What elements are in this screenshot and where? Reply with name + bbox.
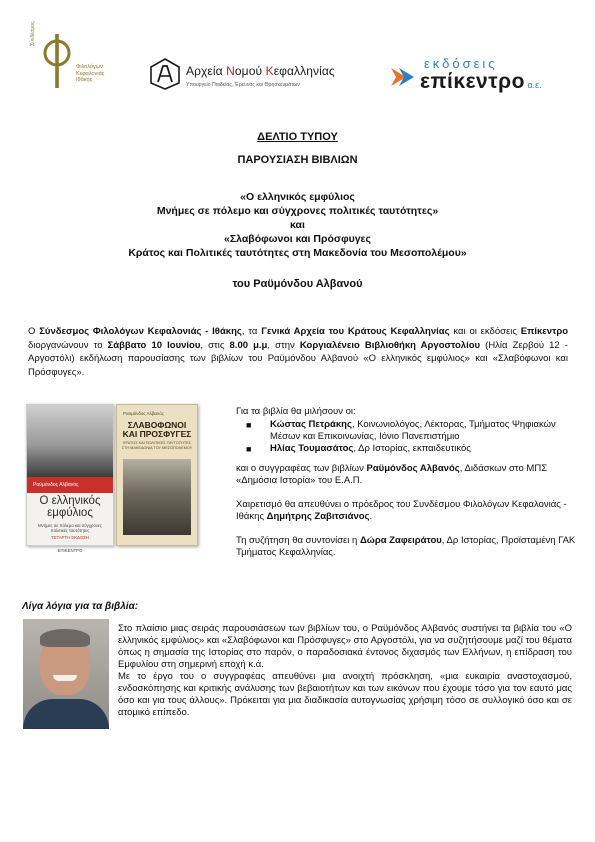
intro-bold: 8.00 μ.μ [229,339,268,351]
speaker-item [236,443,576,455]
archives-subtitle: Υπουργείο Παιδείας, Έρευνας και Θρησκευμάτων [186,82,300,88]
archives-title-part: ομού [234,64,266,78]
cover-photo [123,459,191,535]
archives-title-part: Ν [226,64,235,78]
book-cover-slavophones [116,404,198,546]
intro-text: , τα [241,326,262,337]
coordinator-line [236,535,576,559]
cover-subtitle [31,523,109,553]
text: και ο συγγραφέας των βιβλίων [236,463,367,474]
author-line: του Ραϋμόνδου Αλβανού [232,278,363,290]
intro-text: Ο [28,326,40,337]
spacer [236,455,576,463]
cover-title-line: ΚΑΙ ΠΡΟΣΦΥΓΕΣ [122,429,192,439]
author-name: Ραϋμόνδος Αλβανός [366,463,460,474]
archives-mark-icon [150,58,180,90]
epikentro-logo [390,58,570,98]
epikentro-top-text: εκδόσεις [424,56,498,71]
archives-title-part: Κ [265,64,274,78]
speakers-lead: Για τα βιβλία θα μιλήσουν οι: [236,406,356,417]
archives-title [186,64,335,78]
greeting-line [236,499,576,523]
intro-bold: Σύνδεσμος Φιλολόγων Κεφαλονιάς - Ιθάκης [39,326,242,337]
speaker-role: , Κοινωνιολόγος, Λέκτορας, Τμήματος Ψηφιακών Μέσων και Επικοινωνίας, Ιόνιο Πανεπιστήμιο [270,419,556,442]
intro-text: και οι εκδόσεις [449,326,521,337]
philologists-association-logo [30,21,116,90]
speaker-role: , Δρ Ιστορίας, εκπαιδευτικός [353,443,471,454]
text: Χαιρετισμό θα απευθύνει ο πρόεδρος του Συνδέσμου Φιλολόγων Κεφαλονιάς - Ιθάκης [236,499,567,522]
cover-edition: ΤΕΤΑΡΤΗ ΕΚΔΟΣΗ [50,535,90,540]
cover-subtitle: ΚΡΑΤΟΣ ΚΑΙ ΠΟΛΙΤΙΚΕΣ ΤΑΥΤΟΤΗΤΕΣ ΣΤΗ ΜΑΚΕΔΟΝΙΑ ΤΟΥ ΜΕΣΟΠΟΛΕΜΟΥ [121,441,193,450]
cover-image [27,405,113,477]
text: Τη συζήτηση θα συντονίσει η [236,535,360,546]
phi-logo-icon [42,34,72,88]
cover-author-bar [27,477,113,493]
speaker-name: Ηλίας Τουμασάτος [270,443,354,454]
speakers-block [236,406,576,559]
logo1-line: Ιθάκης [76,77,93,83]
presentation-heading: ΠΑΡΟΥΣΙΑΣΗ ΒΙΒΛΙΩΝ [237,154,358,166]
text: , Δρ Ιστορίας, Προϊσταμένη ΓΑΚ Τμήματος Κεφαλληνίας. [236,535,576,558]
portrait-smile [53,675,77,681]
intro-text: , στην [267,339,300,351]
cover-title-line: Ο ελληνικός [39,495,101,507]
spacer [236,523,576,535]
intro-text: (Ηλία Ζερβού 12 - Αργοστόλι) εκδήλωση παρουσίασης των βιβλίων του Ραϋμόνδου Αλβανού «Ο ελληνικός εμφύλιος» και «Σλαβόφωνοι και Πρόσφυγες». [28,339,568,378]
about-text [118,623,572,719]
spacer [236,487,576,499]
cover-title [27,495,113,519]
bullet-icon: ■ [246,444,252,454]
book-title-line: και [290,219,305,231]
book-cover-civil-war [26,404,114,553]
cover-subtitle-text: Μνήμες σε πόλεμο και σύγχρονες πολιτικές ταυτότητες [37,523,103,533]
about-paragraph: Με το έργο του ο συγγραφέας απευθύνει μια ανοιχτή πρόσκληση, «μια ευκαιρία αναστοχασμού, ενδοσκόπησης και κριτικής ανάλυσης των βεβαιοτήτων και των εικόνων που έχουμε τόσο για τον εαυτό μας όσο και για τους άλλους». Πρόκειται για μια διαδικασία αυτογνωσίας χρήσιμη τόσο σε συλλογικό όσο και σε ατομικό επίπεδο. [118,671,572,718]
intro-bold: Γενικά Αρχεία του Κράτους Κεφαλληνίας [261,326,450,337]
epikentro-name: επίκεντρο [420,70,525,93]
portrait-hair [40,629,90,647]
author-portrait [23,619,109,729]
bullet-icon: ■ [246,420,252,430]
portrait-shirt [23,699,109,729]
cover-title [117,421,197,439]
text: , Διδάσκων στο ΜΠΣ «Δημόσια Ιστορία» του Ε.Α.Π. [236,463,548,486]
cover-publisher: ΕΠΙΚΕΝΤΡΟ [57,548,83,553]
cover-title-line: εμφύλιος [47,507,93,519]
archives-title-part: Αρχεία [186,64,227,78]
about-heading: Λίγα λόγια για τα βιβλία: [22,601,139,612]
logo1-line: Κεφαλονιάς [76,70,105,77]
speaker-name: Κώστας Πετράκης [270,419,352,430]
intro-paragraph [28,325,568,379]
cover-author: Ραϋμόνδος Αλβανός [33,482,79,488]
intro-text: , στις [200,339,230,351]
intro-bold: Επίκεντρο [520,326,568,337]
book-title-line: Μνήμες σε πόλεμο και σύγχρονες πολιτικές ταυτότητες» [156,205,439,217]
text: . [369,511,373,522]
archives-title-part: εφαλληνίας [273,64,335,78]
archives-logo [150,58,360,98]
epikentro-arrow-icon [390,64,416,90]
cover-title-line: ΣΛΑΒΟΦΩΝΟΙ [127,420,187,430]
press-release-heading: ΔΕΛΤΙΟ ΤΥΠΟΥ [257,131,338,143]
author-speaker [236,463,576,487]
cover-author: Ραϋμόνδος Αλβανός [123,411,164,416]
about-paragraph: Στο πλαίσιο μιας σειράς παρουσιάσεων των βιβλίων του, ο Ραϋμόνδος Αλβανός συστήνει τα βιβλία του «Ο ελληνικός εμφύλιος» και «Σλαβόφωνοι και Πρόσφυγες» στο Αργοστόλι, για να συζητήσουμε μαζί του θέματα όπως η σημασία της Ιστορίας στο παρόν, ο παραδοσιακά έντονος διχασμός των Ελλήνων, η επίδραση του Εμφυλίου στη σημερινή εποχή κ.ά. [118,623,572,670]
logo1-side-text: Σύνδεσμος [30,21,36,46]
president-name: Δημήτρης Ζαβιτσιάνος [266,511,370,522]
intro-text: διοργανώνουν το [28,339,108,351]
intro-bold: Κοργιαλένειο Βιβλιοθήκη Αργοστολίου [299,339,481,351]
intro-bold: Σάββατο 10 Ιουνίου [107,339,201,351]
book-title-line: «Ο ελληνικός εμφύλιος [240,191,355,203]
coordinator-name: Δώρα Ζαφειράτου [359,535,442,546]
book-title-line: «Σλαβόφωνοι και Πρόσφυγες [224,233,371,245]
logo1-line: Φιλολόγων [76,64,103,70]
book-titles [0,190,595,260]
book-title-line: Κράτος και Πολιτικές ταυτότητες στη Μακεδονία του Μεσοπολέμου» [128,247,467,259]
epikentro-main-text [420,70,542,94]
epikentro-suffix: α.ε. [524,80,542,90]
logo1-text [76,64,104,84]
speaker-item [236,419,576,443]
